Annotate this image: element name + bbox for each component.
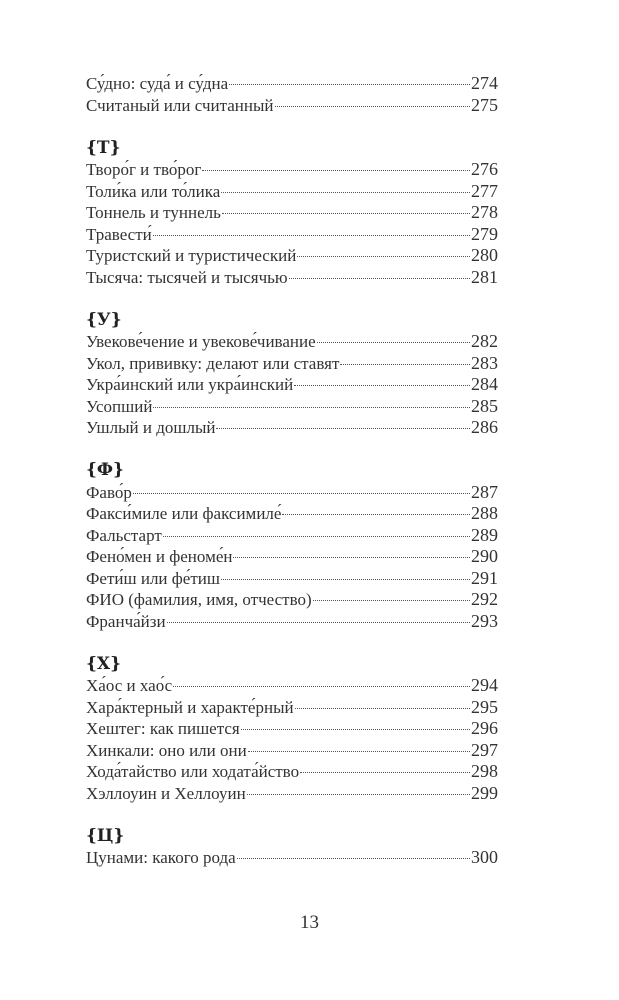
dot-leader [247,794,470,795]
toc-entry[interactable] [86,202,498,224]
entry-page: 299 [471,782,498,803]
dot-leader [229,84,470,85]
section-heading: {Х} [86,653,122,674]
dot-leader [313,600,470,601]
toc-entry[interactable] [86,697,498,719]
dot-leader [282,514,470,515]
toc-entry[interactable] [86,224,498,246]
toc-entry[interactable] [86,159,498,181]
entry-page: 284 [471,374,498,394]
entry-title: Считаный или считанный [86,95,274,115]
table-of-contents [86,73,498,869]
toc-entry[interactable] [86,546,498,568]
entry-page: 290 [471,546,498,566]
entry-page: 277 [471,180,498,201]
entry-page: 294 [471,675,498,695]
entry-page: 288 [471,503,498,523]
entry-title: Ха́ос и хао́с [86,676,173,695]
dot-leader [153,235,470,236]
entry-page: 283 [471,352,498,373]
dot-leader [248,751,470,752]
entry-title: Укол, прививку: делают или ставят [86,353,340,373]
toc-entry[interactable] [86,589,498,611]
entry-page: 289 [471,524,498,545]
toc-entry[interactable] [86,417,498,439]
dot-leader [237,858,470,859]
toc-entry[interactable] [86,331,498,353]
entry-title: Увекове́чение и увекове́чивание [86,332,316,351]
entry-page: 291 [471,567,498,588]
entry-title: Франча́йзи [86,611,166,631]
dot-leader [163,536,470,537]
dot-leader [167,622,470,623]
entry-page: 274 [471,73,498,93]
entry-title: Толи́ка или то́лика [86,181,221,201]
entry-title: Тысяча: тысячей и тысячью [86,267,288,287]
toc-entry[interactable] [86,245,498,267]
dot-leader [294,385,470,386]
dot-leader [295,708,470,709]
entry-title: Факси́миле или факсимиле́ [86,504,282,523]
dot-leader [222,213,470,214]
toc-entry[interactable] [86,181,498,203]
entry-page: 296 [471,718,498,738]
entry-page: 280 [471,245,498,265]
dot-leader [275,106,471,107]
entry-page: 276 [471,159,498,179]
toc-entry[interactable] [86,611,498,633]
entry-title: Хара́ктерный и характе́рный [86,697,294,717]
toc-entry[interactable] [86,73,498,95]
entry-page: 297 [471,739,498,760]
toc-section-kh [86,654,498,805]
section-heading: {Ф} [86,460,124,480]
toc-entry[interactable] [86,353,498,375]
section-heading: {Т} [86,137,121,158]
entry-page: 293 [471,610,498,631]
entry-title: ФИО (фамилия, имя, отчество) [86,590,312,609]
entry-title: Су́дно: суда́ и су́дна [86,74,229,93]
entry-page: 300 [471,847,498,867]
dot-leader [297,256,470,257]
page-number: 13 [300,912,319,933]
entry-title: Травести́ [86,224,152,244]
dot-leader [300,772,470,773]
dot-leader [241,729,470,730]
toc-entry[interactable] [86,95,498,117]
toc-entry[interactable] [86,525,498,547]
entry-title: Хода́тайство или ходата́йство [86,762,300,781]
entry-page: 286 [471,417,498,437]
entry-page: 278 [471,202,498,222]
toc-section-f [86,460,498,632]
toc-entry[interactable] [86,374,498,396]
entry-title: Фети́ш или фе́тиш [86,568,220,588]
entry-title: Фальстарт [86,525,162,545]
toc-entry[interactable] [86,267,498,289]
section-heading: {Ц} [86,825,125,846]
dot-leader [233,557,470,558]
dot-leader [202,170,470,171]
entry-title: Хэллоуин и Хеллоуин [86,783,246,803]
entry-title: Туристский и туристический [86,246,297,265]
dot-leader [153,407,470,408]
entry-title: Усопший [86,396,153,416]
dot-leader [317,342,470,343]
toc-entry[interactable] [86,718,498,740]
entry-page: 287 [471,481,498,502]
toc-entry[interactable] [86,396,498,418]
dot-leader [216,428,470,429]
entry-title: Тоннель и туннель [86,203,221,222]
entry-title: Ушлый и дошлый [86,418,216,437]
toc-entry[interactable] [86,761,498,783]
toc-section-t [86,138,498,289]
entry-page: 295 [471,696,498,717]
entry-page: 275 [471,94,498,115]
entry-page: 292 [471,589,498,609]
entry-page: 285 [471,395,498,416]
toc-entry[interactable] [86,503,498,525]
toc-entry[interactable] [86,740,498,762]
toc-entry[interactable] [86,568,498,590]
dot-leader [173,686,470,687]
entry-title: Укра́инский или укра́инский [86,375,294,394]
dot-leader [221,579,470,580]
toc-entry[interactable] [86,783,498,805]
toc-section-ts [86,826,498,869]
entry-title: Хештег: как пишется [86,719,240,738]
dot-leader [133,493,470,494]
entry-title: Фаво́р [86,482,132,502]
section-heading: {У} [86,309,122,330]
toc-section-continued [86,73,498,116]
toc-entry[interactable] [86,675,498,697]
entry-title: Фено́мен и феноме́н [86,547,233,566]
toc-entry[interactable] [86,482,498,504]
entry-page: 279 [471,223,498,244]
entry-page: 298 [471,761,498,781]
entry-page: 281 [471,266,498,287]
entry-title: Хинкали: оно или они [86,740,247,760]
toc-entry[interactable] [86,847,498,869]
toc-section-u [86,310,498,439]
entry-title: Творо́г и тво́рог [86,160,202,179]
dot-leader [221,192,470,193]
dot-leader [340,364,470,365]
entry-page: 282 [471,331,498,351]
dot-leader [289,278,470,279]
entry-title: Цунами: какого рода [86,848,236,867]
